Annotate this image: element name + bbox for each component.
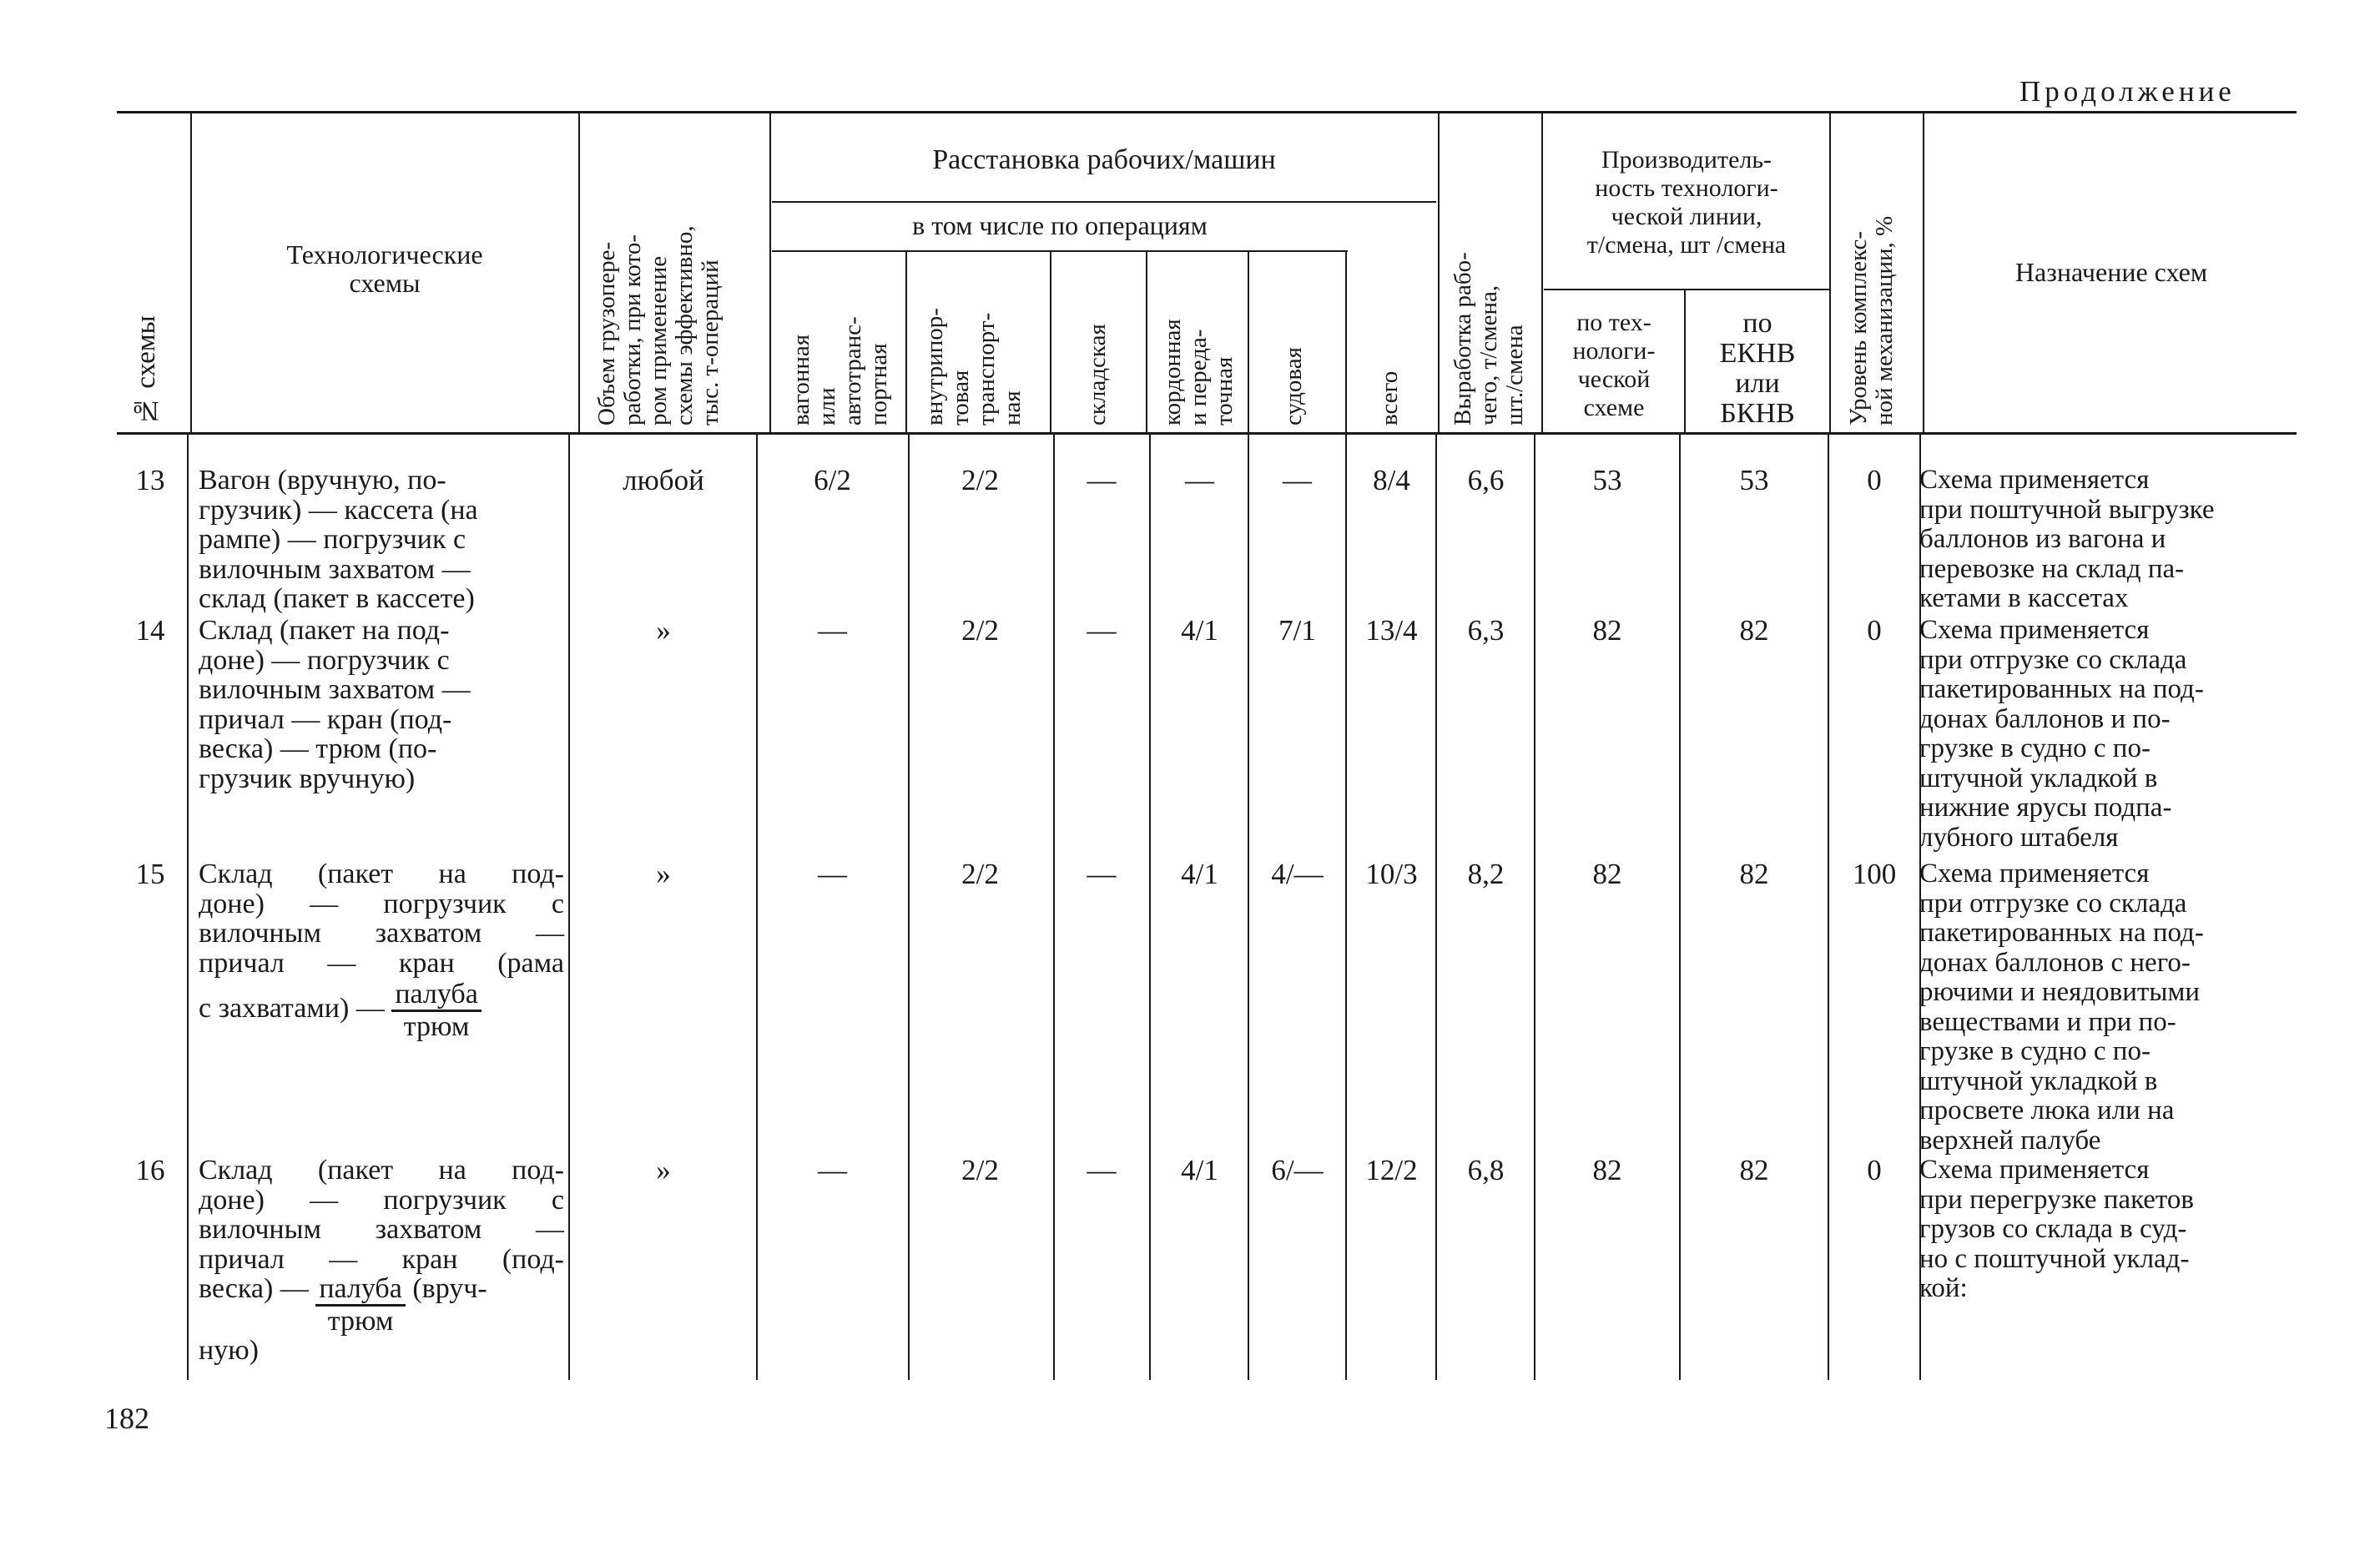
scheme-line: причал — кран (рама bbox=[199, 947, 564, 979]
internal-value: 2/2 bbox=[961, 614, 999, 647]
prod-tech-value: 82 bbox=[1592, 858, 1622, 890]
output-value: 6,8 bbox=[1467, 1154, 1505, 1186]
scheme-number: 16 bbox=[135, 1154, 165, 1186]
scheme-line: ную) bbox=[199, 1335, 259, 1366]
header-col-line bbox=[1050, 252, 1051, 432]
ship-value: 4/— bbox=[1271, 858, 1324, 890]
mech-value: 0 bbox=[1867, 464, 1882, 496]
header-col-line bbox=[1541, 113, 1543, 432]
deck-hold-fraction bbox=[391, 979, 482, 1041]
header-bottom-rule bbox=[117, 432, 2297, 435]
scheme-line: (вруч- bbox=[412, 1273, 487, 1304]
internal-value: 2/2 bbox=[961, 464, 999, 496]
header-col-line bbox=[1438, 113, 1440, 432]
output-value: 6,6 bbox=[1467, 464, 1505, 496]
scheme-line-with-fraction bbox=[199, 1274, 564, 1336]
header-by-ekhv: по ЕКНВ или БКНВ bbox=[1719, 308, 1796, 429]
header-purpose: Назначение схем bbox=[2014, 257, 2208, 287]
table-row bbox=[0, 1156, 2380, 1381]
fraction-numerator: палуба bbox=[391, 979, 482, 1012]
volume-value: » bbox=[656, 858, 671, 890]
cordon-value: 4/1 bbox=[1181, 1154, 1218, 1186]
ship-value: 6/— bbox=[1271, 1154, 1324, 1186]
scheme-line: причал — кран (под- bbox=[199, 1243, 564, 1275]
scheme-number: 13 bbox=[135, 464, 165, 496]
deck-hold-fraction bbox=[315, 1274, 406, 1336]
header-productivity: Производитель- ность технологи- ческой линии, т/смена, шт /смена bbox=[1586, 146, 1787, 259]
fraction-denominator: трюм bbox=[403, 1010, 470, 1042]
prod-ekhv-value: 82 bbox=[1739, 1154, 1769, 1186]
continuation-label: Продолжение bbox=[2019, 75, 2236, 108]
scheme-line: вилочным захватом — bbox=[199, 1214, 564, 1245]
prod-tech-value: 82 bbox=[1592, 1154, 1622, 1186]
cordon-value: 4/1 bbox=[1181, 858, 1218, 890]
internal-value: 2/2 bbox=[961, 1154, 999, 1186]
operations-sub-rule bbox=[772, 250, 1348, 252]
header-col-line bbox=[1829, 113, 1831, 432]
scheme-description: Склад (пакет на под- доне) — погрузчик с вилочным захватом — причал — кран (под- веска) — трюм (по- грузчик вручную) bbox=[199, 615, 471, 794]
header-internal: внутрипор- товая транспорт- ная bbox=[921, 308, 1026, 426]
cordon-value: — bbox=[1185, 464, 1214, 496]
volume-value: любой bbox=[623, 464, 704, 496]
scheme-description bbox=[199, 859, 564, 1041]
scheme-line-with-fraction bbox=[199, 979, 564, 1041]
scheme-line: веска) — bbox=[199, 1273, 309, 1304]
header-output: Выработка рабо- чего, т/смена, шт./смена bbox=[1450, 252, 1528, 426]
scheme-number: 14 bbox=[135, 614, 165, 647]
mech-value: 0 bbox=[1867, 1154, 1882, 1186]
scheme-line: Склад (пакет на под- bbox=[199, 1155, 564, 1186]
table-top-rule bbox=[117, 111, 2297, 113]
scheme-line: с захватами) — bbox=[199, 992, 385, 1024]
header-scheme-no: № схемы bbox=[131, 315, 161, 426]
prod-tech-value: 53 bbox=[1592, 464, 1622, 496]
header-col-line bbox=[769, 113, 771, 432]
table-row bbox=[0, 859, 2380, 1156]
header-col-line bbox=[1345, 252, 1347, 432]
placement-sub-rule bbox=[772, 201, 1436, 203]
wagon-value: — bbox=[818, 1154, 847, 1186]
purpose-text: Схема применяется при отгрузке со склада пакетированных на под- донах баллонов и по- грузке в судно с по- штучной укладкой в нижние ярусы подпа- лубного штабеля bbox=[1919, 615, 2204, 853]
cordon-value: 4/1 bbox=[1181, 614, 1218, 647]
header-col-line bbox=[1146, 252, 1147, 432]
warehouse-value: — bbox=[1087, 614, 1117, 647]
header-col-line bbox=[1923, 113, 1924, 432]
header-tech-schemes: Технологические схемы bbox=[286, 239, 483, 298]
scheme-description: Вагон (вручную, по- грузчик) — кассета (на рампе) — погрузчик с вилочным захватом — склад (пакет в кассете) bbox=[199, 465, 478, 614]
header-by-operations: в том числе по операциям bbox=[912, 210, 1208, 240]
total-value: 12/2 bbox=[1365, 1154, 1418, 1186]
scheme-number: 15 bbox=[135, 858, 165, 890]
table-row bbox=[0, 466, 2380, 616]
volume-value: » bbox=[656, 1154, 671, 1186]
output-value: 6,3 bbox=[1467, 614, 1505, 647]
mech-value: 100 bbox=[1852, 858, 1897, 890]
output-value: 8,2 bbox=[1467, 858, 1505, 890]
header-col-line bbox=[190, 113, 192, 432]
header-col-line bbox=[578, 113, 580, 432]
fraction-denominator: трюм bbox=[327, 1305, 394, 1337]
scheme-line: Склад (пакет на под- bbox=[199, 859, 564, 889]
scheme-line: доне) — погрузчик с bbox=[199, 1184, 564, 1216]
purpose-text: Схема применяется при поштучной выгрузке баллонов из вагона и перевозке на склад па- кетами в кассетах bbox=[1919, 465, 2215, 613]
total-value: 10/3 bbox=[1365, 858, 1418, 890]
table-row bbox=[0, 616, 2380, 858]
wagon-value: — bbox=[818, 858, 847, 890]
prod-ekhv-value: 82 bbox=[1739, 858, 1769, 890]
scheme-line: доне) — погрузчик с bbox=[199, 888, 564, 919]
prod-ekhv-value: 53 bbox=[1739, 464, 1769, 496]
mech-value: 0 bbox=[1867, 614, 1882, 647]
wagon-value: — bbox=[818, 614, 847, 647]
productivity-sub-rule bbox=[1544, 289, 1829, 290]
ship-value: — bbox=[1283, 464, 1312, 496]
fraction-numerator: палуба bbox=[315, 1274, 406, 1307]
purpose-text: Схема применяется при перегрузке пакетов грузов со склада в суд- но с поштучной уклад- кой: bbox=[1919, 1155, 2195, 1303]
prod-tech-value: 82 bbox=[1592, 614, 1622, 647]
scheme-description bbox=[199, 1156, 564, 1366]
warehouse-value: — bbox=[1087, 464, 1117, 496]
total-value: 13/4 bbox=[1365, 614, 1418, 647]
scheme-line: вилочным захватом — bbox=[199, 918, 564, 949]
header-total: всего bbox=[1376, 370, 1403, 426]
ship-value: 7/1 bbox=[1278, 614, 1316, 647]
page-number: 182 bbox=[104, 1402, 149, 1435]
warehouse-value: — bbox=[1087, 1154, 1117, 1186]
header-mech-level: Уровень комплекс- ной механизации, % bbox=[1845, 215, 1898, 426]
header-warehouse: складская bbox=[1084, 324, 1111, 426]
header-volume: Объем грузопере- работки, при кото- ром применение схемы эффективно, тыс. т-операций bbox=[593, 225, 724, 426]
wagon-value: 6/2 bbox=[814, 464, 851, 496]
warehouse-value: — bbox=[1087, 858, 1117, 890]
header-col-line bbox=[905, 252, 907, 432]
header-cordon: кордонная и переда- точная bbox=[1159, 319, 1238, 426]
header-ship: судовая bbox=[1280, 347, 1307, 426]
purpose-text: Схема применяется при отгрузке со склада пакетированных на под- донах баллонов с него- рючими и неядовитыми веществами и при по- грузке в судно с по- штучной укладкой в просвете люка или на верхней палубе bbox=[1919, 859, 2204, 1156]
header-by-tech-scheme: по тех- нологи- ческой схеме bbox=[1572, 309, 1656, 421]
total-value: 8/4 bbox=[1373, 464, 1410, 496]
header-wagon: вагонная или автотранс- портная bbox=[788, 316, 892, 426]
volume-value: » bbox=[656, 614, 671, 647]
prod-ekhv-value: 82 bbox=[1739, 614, 1769, 647]
header-col-line bbox=[1248, 252, 1249, 432]
internal-value: 2/2 bbox=[961, 858, 999, 890]
header-placement: Расстановка рабочих/машин bbox=[932, 144, 1276, 175]
